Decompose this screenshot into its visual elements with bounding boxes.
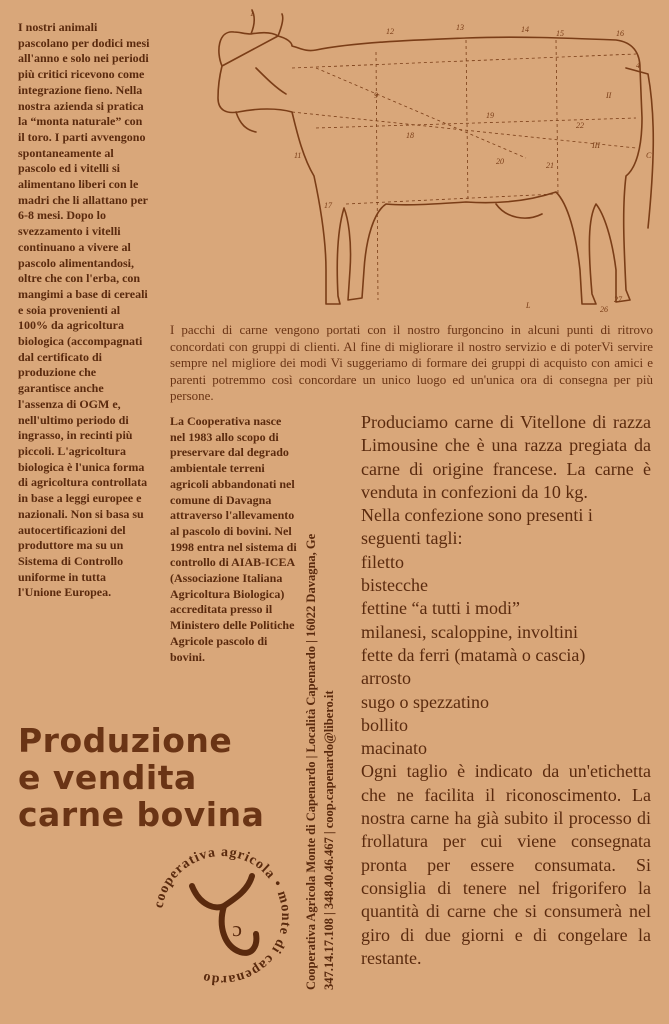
cut-item: fettine “a tutti i modi” <box>361 598 520 619</box>
title-line-2: e vendita <box>18 758 197 797</box>
svg-text:12: 12 <box>386 27 394 36</box>
svg-text:11: 11 <box>294 151 302 160</box>
svg-text:14: 14 <box>521 25 529 34</box>
cut-item: bistecche <box>361 575 428 596</box>
svg-text:26: 26 <box>600 305 608 314</box>
svg-text:III: III <box>592 141 600 150</box>
cut-item: bollito <box>361 714 409 735</box>
title-line-1: Produzione <box>18 721 233 760</box>
product-description <box>361 411 651 970</box>
svg-text:9: 9 <box>374 91 378 100</box>
product-outro: Ogni taglio è indicato da un'etichetta che ne facilita il riconoscimento. La nostra carne ha già subito il processo di frollatura per cui viene consegnata pronta per essere consumata. Si consiglia di tenere nel frigorifero la quantità di carne che si consumerà nel giro di due giorni e di congelare la restante. <box>361 761 651 968</box>
left-column-text: I nostri animali pascolano per dodici mesi all'anno e solo nei periodi più critici ricevono come integrazione fieno. Nella nostra azienda si pratica la “monta naturale” con il toro. I parti avvengono spontaneamente al pascolo ed i vitelli si alimentano liberi con le madri che li allattano per 6-8 mesi. Dopo lo svezzamento i vitelli continuano a vivere al pascolo alimentandosi, oltre che con l'erba, con mangimi a base di cereali e soia provenienti al 100% da agricoltura biologica (accompagnati dal certificato di produzione che garantisce anche l'assenza di OGM e, nell'ultimo periodo di ingrasso, in recinti più piccoli. L'agricoltura biologica è l'unica forma di agricoltura controllata in base a leggi europee e nazionali. Non si basa su autocertificazioni del produttore ma su un Sistema di Controllo uniforme in tutta l'Unione Europea. <box>18 20 150 600</box>
svg-text:II: II <box>606 91 612 100</box>
svg-text:20: 20 <box>496 157 504 166</box>
svg-text:15: 15 <box>556 29 564 38</box>
contact-info <box>302 410 338 990</box>
product-intro: Produciamo carne di Vitellone di razza Limousine che è una razza pregiata da carne di origine francese. La carne è venduta in confezioni da 10 kg. <box>361 412 651 502</box>
cow-anatomy-diagram <box>196 8 666 320</box>
delivery-intro-text: I pacchi di carne vengono portati con il nostro furgoncino in alcuni punti di ritrovo concordati con gruppi di clienti. Al fine di migliorare il nostro servizio e di poterVi servire sempre nel migliore dei modi Vi suggeriamo di formare dei gruppi di acquisto con amici e parenti potremmo così concordare un unico luogo ed un'unica ora di consegna per più persone. <box>170 322 653 403</box>
svg-text:16: 16 <box>616 29 624 38</box>
cut-item: sugo o spezzatino <box>361 691 489 712</box>
title-line-3: carne bovina <box>18 795 265 834</box>
svg-text:4: 4 <box>636 61 640 70</box>
contact-phone-email-line: 347.14.17.108 | 348.40.46.467 | coop.capenardo@libero.it <box>322 690 336 990</box>
svg-text:17: 17 <box>324 201 332 210</box>
cow-head-icon <box>192 876 256 953</box>
svg-text:C: C <box>646 151 652 160</box>
cooperative-history-text: La Cooperativa nasce nel 1983 allo scopo di preservare dal degrado ambientale terreni agricoli abbandonati nel comune di Davagna attraverso l'allevamento al pascolo di bovini. Nel 1998 entra nel sistema di controllo di AIAB-ICEA (Associazione Italiana Agricoltura Biologica) accreditata presso il Ministero delle Politiche Agricole pascolo di bovini. <box>170 414 297 664</box>
cut-item: fette da ferri (matamà o cascia) <box>361 644 586 665</box>
svg-text:L: L <box>526 301 531 310</box>
cut-item: milanesi, scaloppine, involtini <box>361 621 578 642</box>
svg-text:21: 21 <box>546 161 554 170</box>
cut-item: arrosto <box>361 668 411 689</box>
contact-address-line: Cooperativa Agricola Monte di Capenardo | Località Capenardo | 16022 Davagna, Ge <box>304 533 318 990</box>
page-title <box>18 722 264 833</box>
cut-item: filetto <box>361 551 404 572</box>
logo-ring-text: cooperativa agricola • monte di capenardo <box>151 844 294 988</box>
svg-text:27: 27 <box>614 295 622 304</box>
svg-text:22: 22 <box>576 121 584 130</box>
svg-text:13: 13 <box>456 23 464 32</box>
logo-emblem: c <box>232 921 242 946</box>
cow-outline <box>218 10 642 304</box>
cut-item: macinato <box>361 738 427 759</box>
cuts-intro: Nella confezione sono presenti i seguenti tagli: <box>361 505 593 549</box>
svg-text:1: 1 <box>250 9 254 18</box>
svg-text:19: 19 <box>486 111 494 120</box>
cooperative-logo <box>140 836 304 996</box>
svg-text:18: 18 <box>406 131 414 140</box>
